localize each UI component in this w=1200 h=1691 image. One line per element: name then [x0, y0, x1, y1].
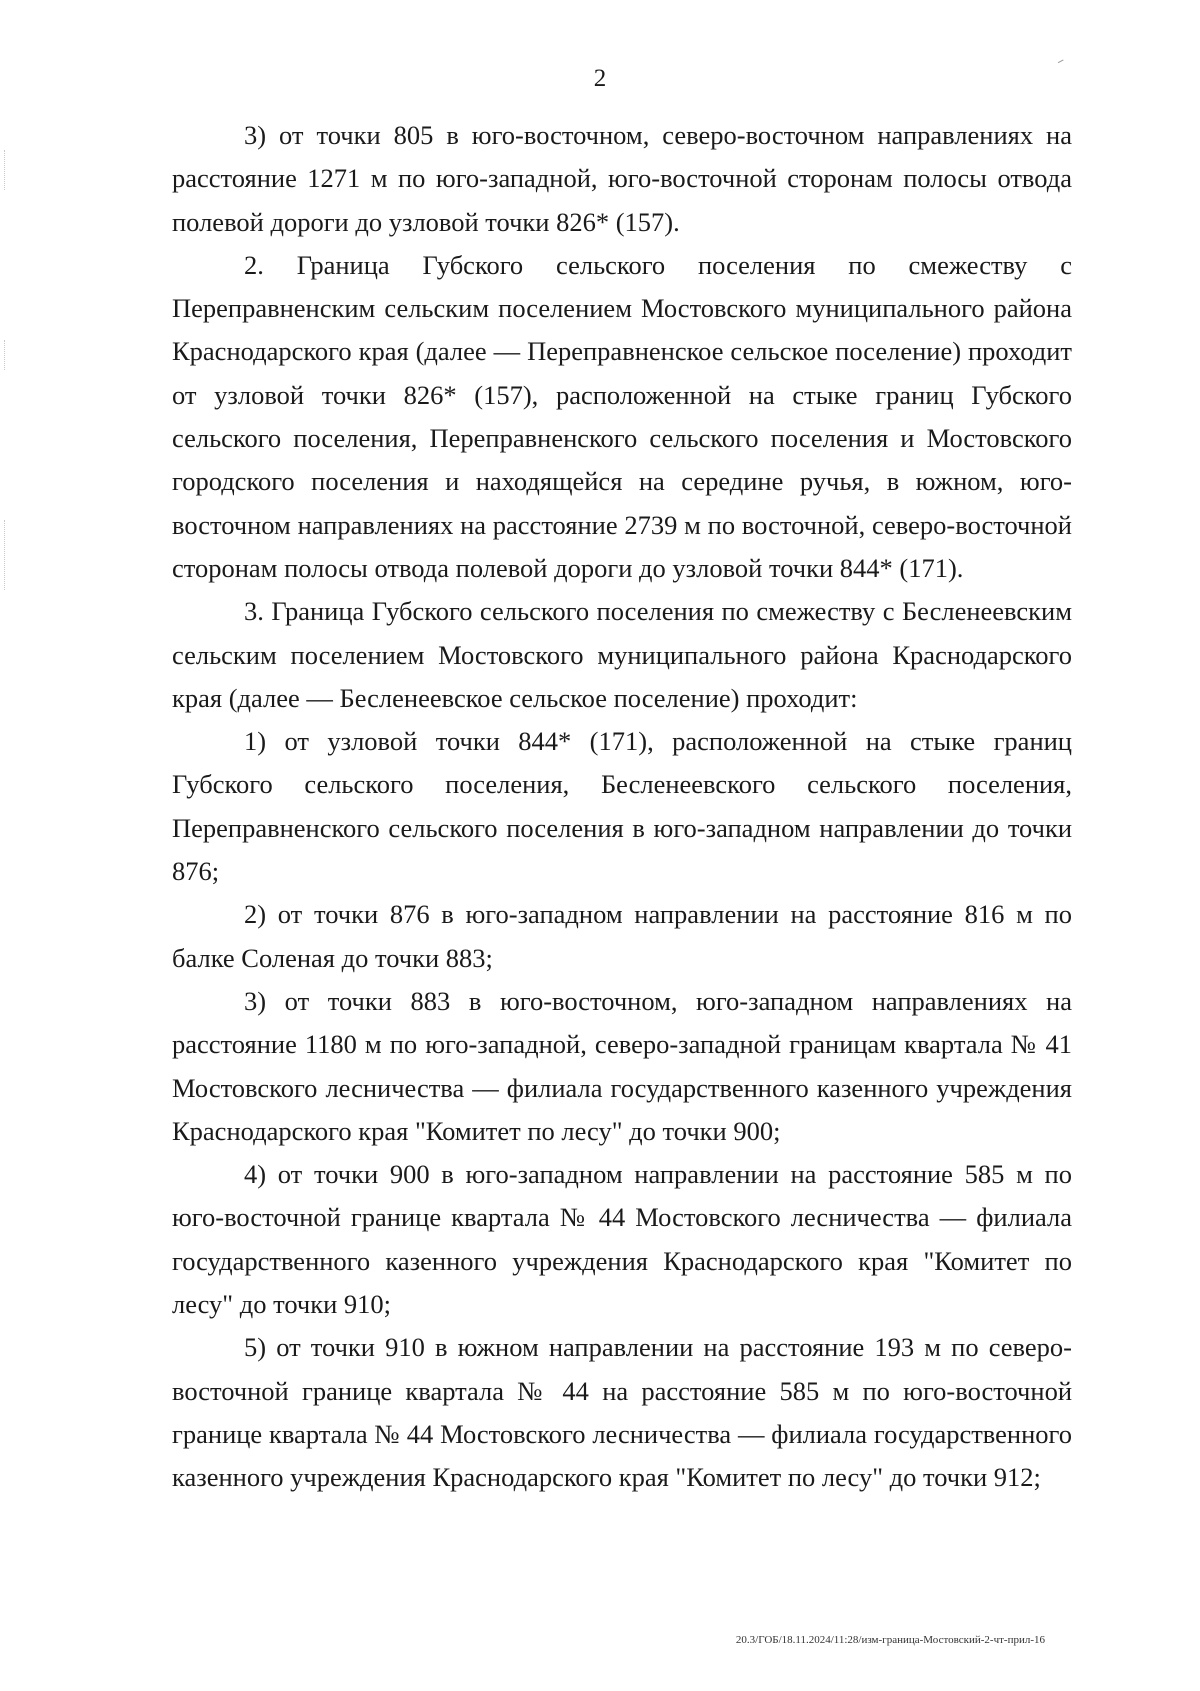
- paragraph-item-1-point-844: 1) от узловой точки 844* (171), расположенной на стыке границ Губского сельского поселения, Бесленеевского сельского поселения, Переправненского сельского поселения в юго-западном направлении до точки 876;: [172, 726, 1072, 887]
- paragraph-item-3-point-805: 3) от точки 805 в юго-восточном, северо-восточном направлениях на расстояние 1271 м по юго-западной, юго-восточной сторонам полосы отвода полевой дороги до узловой точки 826* (157).: [172, 120, 1072, 237]
- paragraph-item-4-point-900: 4) от точки 900 в юго-западном направлении на расстояние 585 м по юго-восточной границе квартала № 44 Мостовского лесничества — филиала государственного казенного учреждения Краснодарского края "Комитет по лесу" до точки 910;: [172, 1159, 1072, 1320]
- paragraph-section-2-pereprav: 2. Граница Губского сельского поселения по смежеству с Переправненским сельским поселением Мостовского муниципального района Краснодарского края (далее — Переправненское сельское поселение) проходит от узловой точки 826* (157), расположенной на стыке границ Губского сельского поселения, Переправненского сельского поселения и Мостовского городского поселения и находящейся на середине ручья, в южном, юго-восточном направлениях на расстояние 2739 м по восточной, северо-восточной сторонам полосы отвода полевой дороги до узловой точки 844* (171).: [172, 249, 1072, 583]
- scan-edge-mark: [4, 340, 7, 370]
- page-number: 2: [593, 65, 607, 92]
- scan-mark: [1056, 57, 1063, 63]
- paragraph-item-2-point-876: 2) от точки 876 в юго-западном направлении на расстояние 816 м по балке Соленая до точки 883;: [172, 899, 1072, 973]
- scan-edge-mark: [4, 520, 7, 590]
- document-body: [172, 114, 1072, 1500]
- scan-edge-mark: [4, 150, 7, 190]
- paragraph-section-3-beslen: 3. Граница Губского сельского поселения по смежеству с Бесленеевским сельским поселением Мостовского муниципального района Краснодарского края (далее — Бесленеевское сельское поселение) проходит:: [172, 596, 1072, 713]
- paragraph-item-5-point-910: 5) от точки 910 в южном направлении на расстояние 193 м по северо-восточной границе квартала № 44 на расстояние 585 м по юго-восточной границе квартала № 44 Мостовского лесничества — филиала государственного казенного учреждения Краснодарского края "Комитет по лесу" до точки 912;: [172, 1332, 1072, 1493]
- footer-document-code: 20.3/ГОБ/18.11.2024/11:28/изм-граница-Мостовский-2-чт-прил-16: [735, 1634, 1045, 1646]
- paragraph-item-3-point-883: 3) от точки 883 в юго-восточном, юго-западном направлениях на расстояние 1180 м по юго-западной, северо-западной границам квартала № 41 Мостовского лесничества — филиала государственного казенного учреждения Краснодарского края "Комитет по лесу" до точки 900;: [172, 985, 1072, 1146]
